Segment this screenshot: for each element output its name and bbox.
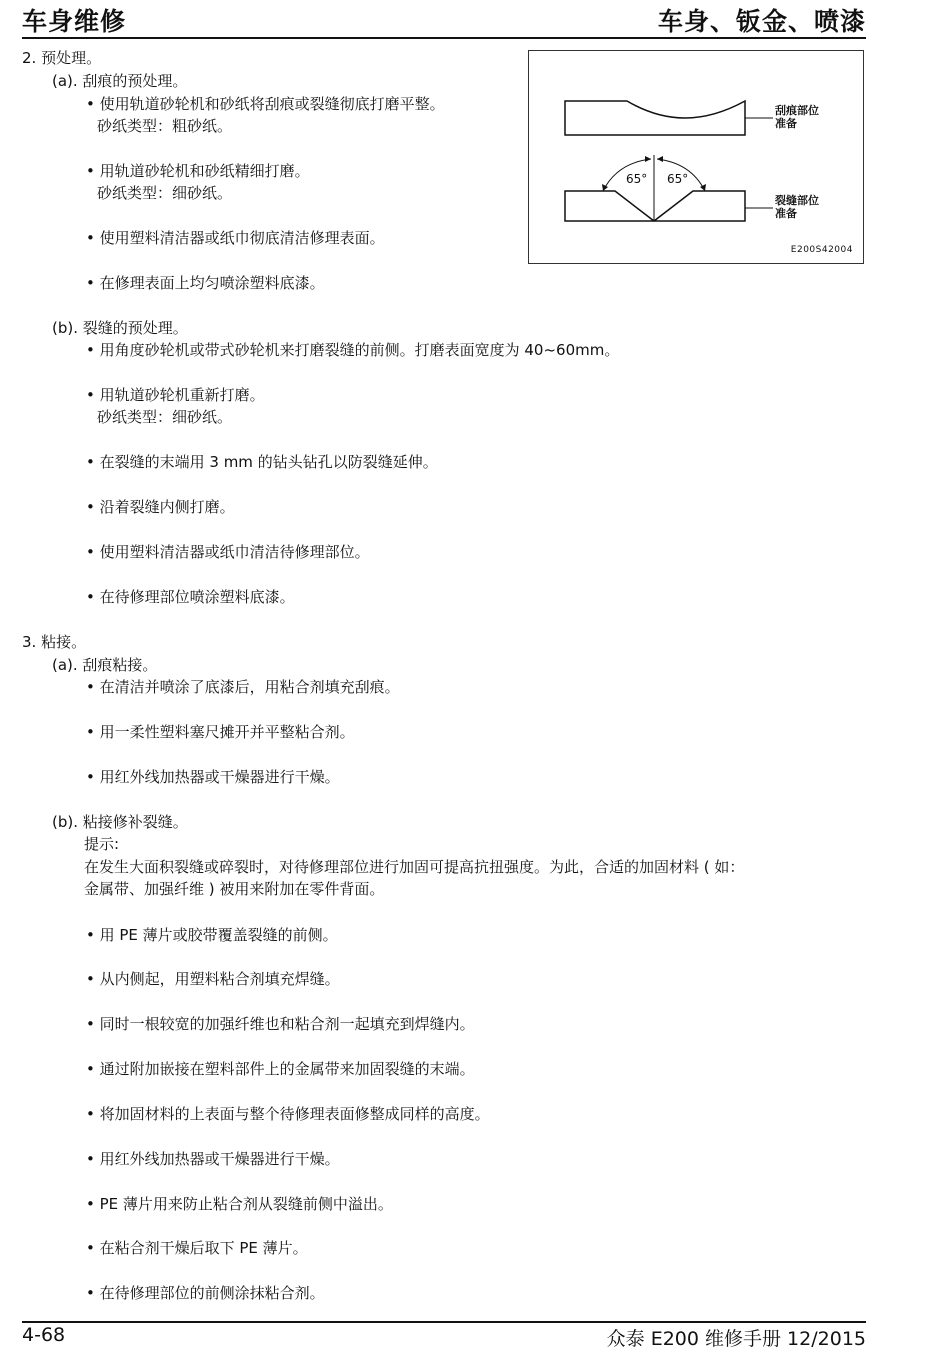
arrow-head-left-top — [645, 156, 651, 162]
header-title-right: 车身、钣金、喷漆 — [657, 7, 866, 36]
figure-panel — [528, 50, 864, 264]
angle-label-left: 65° — [626, 172, 648, 186]
list-item: • 通过附加嵌接在塑料部件上的金属带来加固裂缝的末端。 — [86, 1060, 475, 1078]
crack-prep-label: 裂缝部位准备 — [775, 194, 819, 220]
list-item-note: 砂纸类型：细砂纸。 — [97, 184, 233, 202]
list-item: • 在清洁并喷涂了底漆后，用粘合剂填充刮痕。 — [86, 678, 400, 696]
section-3a-heading: (a). 刮痕粘接。 — [52, 656, 158, 674]
list-item: • 在待修理部位喷涂塑料底漆。 — [86, 588, 295, 606]
list-item: • 使用塑料清洁器或纸巾彻底清洁修理表面。 — [86, 229, 385, 247]
section-3-heading: 3. 粘接。 — [22, 633, 87, 651]
hint-label: 提示: — [84, 835, 120, 853]
page-number: 4-68 — [22, 1324, 66, 1346]
list-item: • PE 薄片用来防止粘合剂从裂缝前侧中溢出。 — [86, 1195, 393, 1213]
hint-text-line: 在发生大面积裂缝或碎裂时，对待修理部位进行加固可提高抗扭强度。为此，合适的加固材料 ( 如： — [84, 858, 745, 876]
figure-diagram — [529, 51, 865, 265]
list-item: • 在裂缝的末端用 3 mm 的钻头钻孔以防裂缝延伸。 — [86, 453, 438, 471]
hint-text-line: 金属带、加强纤维 ) 被用来附加在零件背面。 — [84, 880, 385, 898]
scratch-block-shape — [565, 101, 745, 135]
angle-label-right: 65° — [667, 172, 689, 186]
list-item: • 使用轨道砂轮机和砂纸将刮痕或裂缝彻底打磨平整。 — [86, 95, 445, 113]
list-item: • 用角度砂轮机或带式砂轮机来打磨裂缝的前侧。打磨表面宽度为 40~60mm。 — [86, 341, 620, 359]
list-item-note: 砂纸类型：粗砂纸。 — [97, 117, 233, 135]
list-item: • 用红外线加热器或干燥器进行干燥。 — [86, 768, 340, 786]
list-item: • 用红外线加热器或干燥器进行干燥。 — [86, 1150, 340, 1168]
list-item: • 使用塑料清洁器或纸巾清洁待修理部位。 — [86, 543, 370, 561]
section-3b-heading: (b). 粘接修补裂缝。 — [52, 813, 188, 831]
crack-block-shape — [565, 191, 745, 221]
arrow-head-left-bottom — [602, 184, 608, 191]
figure-code: E200S42004 — [790, 245, 853, 255]
arrow-head-right-top — [657, 156, 663, 162]
list-item: • 在修理表面上均匀喷涂塑料底漆。 — [86, 274, 325, 292]
list-item: • 同时一根较宽的加强纤维也和粘合剂一起填充到焊缝内。 — [86, 1015, 475, 1033]
list-item: • 用一柔性塑料塞尺摊开并平整粘合剂。 — [86, 723, 355, 741]
section-2-heading: 2. 预处理。 — [22, 49, 102, 67]
list-item: • 用轨道砂轮机和砂纸精细打磨。 — [86, 162, 310, 180]
list-item-note: 砂纸类型：细砂纸。 — [97, 408, 233, 426]
section-2b-heading: (b). 裂缝的预处理。 — [52, 319, 188, 337]
header-divider — [22, 37, 866, 39]
list-item: • 在粘合剂干燥后取下 PE 薄片。 — [86, 1239, 308, 1257]
list-item: • 从内侧起，用塑料粘合剂填充焊缝。 — [86, 970, 340, 988]
list-item: • 用轨道砂轮机重新打磨。 — [86, 386, 265, 404]
list-item: • 将加固材料的上表面与整个待修理表面修整成同样的高度。 — [86, 1105, 490, 1123]
header-title-left: 车身维修 — [22, 7, 127, 36]
arrow-head-right-bottom — [700, 184, 706, 191]
list-item: • 在待修理部位的前侧涂抹粘合剂。 — [86, 1284, 325, 1302]
list-item: • 沿着裂缝内侧打磨。 — [86, 498, 235, 516]
manual-title: 众泰 E200 维修手册 12/2015 — [606, 1328, 866, 1350]
list-item: • 用 PE 薄片或胶带覆盖裂缝的前侧。 — [86, 926, 338, 944]
section-2a-heading: (a). 刮痕的预处理。 — [52, 72, 188, 90]
footer-divider — [22, 1321, 866, 1323]
scratch-prep-label: 刮痕部位准备 — [775, 104, 819, 130]
